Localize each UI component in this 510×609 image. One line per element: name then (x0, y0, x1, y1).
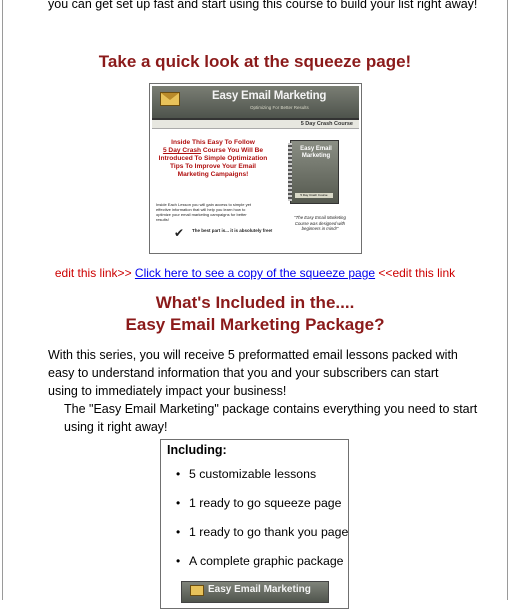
list-item (161, 522, 350, 551)
included-heading-line-1: What's Included in the.... (155, 293, 355, 312)
series-description: With this series, you will receive 5 preformatted email lessons packed with easy to understand information that you and your subscribers can start using to immediately impact your business! (48, 348, 458, 398)
headline-part-3: Course You Will Be Introduced To Simple Optimization Tips To Improve Your Email Marketing Campaigns! (158, 147, 268, 178)
squeeze-header-banner (152, 86, 359, 120)
edit-link-left: edit this link>> (54, 266, 132, 280)
including-title: Including: (167, 443, 227, 457)
squeeze-subtitle: Optimizing For Better Results (250, 105, 309, 110)
included-heading-line-2: Easy Email Marketing Package? (125, 315, 385, 334)
checkmark-icon: ✔ (174, 226, 185, 240)
envelope-icon (190, 585, 204, 596)
squeeze-body-text: Inside Each Lesson you will gain access to simple yet effective information that will help you learn how to optimize your email marketing campaigns for better results! (156, 202, 251, 222)
ebook-cover-image (290, 140, 339, 204)
headline-part-1: Inside This Easy To Follow (171, 139, 255, 146)
list-item (161, 464, 350, 493)
bullet-icon: • (176, 496, 181, 510)
list-item (161, 551, 350, 580)
envelope-icon (160, 92, 180, 106)
list-item-label: 1 ready to go squeeze page (189, 496, 342, 510)
squeeze-link-line (0, 266, 510, 280)
list-item-label: A complete graphic package (189, 554, 344, 568)
squeeze-page-heading: Take a quick look at the squeeze page! (98, 52, 412, 71)
intro-text: you can get set up fast and start using this course to build your list right away! (48, 0, 478, 11)
list-item-label: 1 ready to go thank you page (189, 525, 349, 539)
squeeze-quote: "The Easy Email Marketing Course was designed with beginners in mind!" (294, 215, 346, 231)
including-list (161, 464, 350, 580)
included-heading (0, 292, 510, 336)
ebook-bottom-label: 5 Day Crash Course (295, 193, 333, 198)
squeeze-headline (154, 139, 272, 179)
bullet-icon: • (176, 525, 181, 539)
squeeze-best-part: The best part is... it is absolutely free! (192, 228, 273, 233)
list-item (161, 493, 350, 522)
including-box (160, 439, 349, 609)
edit-link-right: <<edit this link (378, 266, 456, 280)
course-bar-label: 5 Day Crash Course (300, 121, 353, 127)
squeeze-page-preview (149, 83, 362, 254)
bullet-icon: • (176, 554, 181, 568)
bullet-icon: • (176, 467, 181, 481)
package-description: The "Easy Email Marketing" package contains everything you need to start using it right away! (64, 402, 478, 434)
spiral-binding (288, 143, 292, 201)
squeeze-title: Easy Email Marketing (212, 90, 327, 102)
list-item-label: 5 customizable lessons (189, 467, 317, 481)
product-banner-title: Easy Email Marketing (208, 584, 311, 595)
squeeze-copy-link[interactable]: Click here to see a copy of the squeeze page (134, 266, 376, 280)
headline-part-2: 5 Day Crash (162, 147, 202, 154)
squeeze-course-bar (152, 120, 359, 129)
ebook-title: Easy Email Marketing (300, 146, 332, 159)
